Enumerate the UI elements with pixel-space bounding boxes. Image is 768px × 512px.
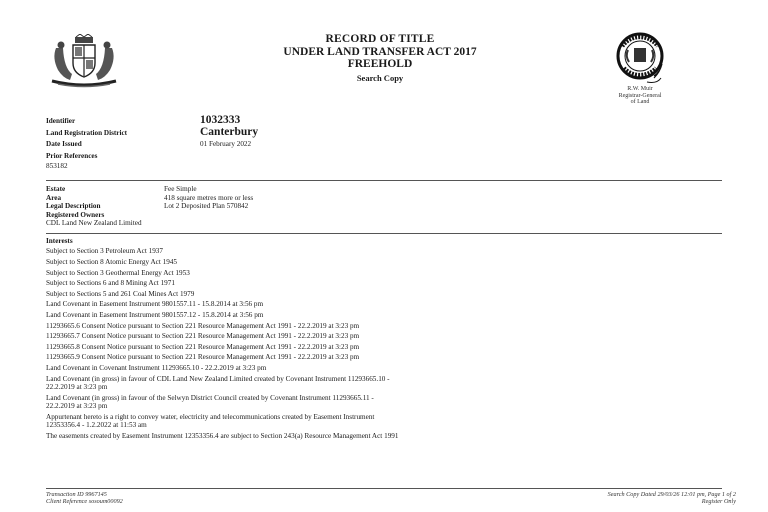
interest-line: Subject to Sections 6 and 8 Mining Act 1971 bbox=[46, 279, 175, 288]
footer-divider bbox=[46, 488, 722, 489]
client-reference: Client Reference sosoum00092 bbox=[46, 498, 123, 505]
district-value: Canterbury bbox=[200, 126, 259, 138]
interest-line: Subject to Section 3 Petroleum Act 1937 bbox=[46, 247, 163, 256]
seal-caption bbox=[592, 86, 688, 106]
title-record-of-title: RECORD OF TITLE bbox=[325, 33, 435, 45]
coat-of-arms-icon bbox=[46, 34, 122, 88]
interest-line: 11293665.8 Consent Notice pursuant to Section 221 Resource Management Act 1991 - 22.2.2019 at 3:23 pm bbox=[46, 342, 360, 351]
title-tenure: FREEHOLD bbox=[347, 58, 413, 70]
transaction-id: Transaction ID 9967145 bbox=[46, 491, 107, 498]
area-row bbox=[46, 194, 646, 203]
interests-section bbox=[46, 237, 726, 442]
identifier-label: Identifier bbox=[46, 117, 76, 125]
date-issued-row bbox=[46, 139, 426, 150]
interest-line: Land Covenant in Easement Instrument 9801557.12 - 15.8.2014 at 3:56 pm bbox=[46, 310, 264, 319]
search-copy-info: Search Copy Dated 29/03/26 12:01 pm, Page 1 of 2 bbox=[607, 491, 736, 498]
interest-line: Land Covenant (in gross) in favour of CDL Land New Zealand Limited created by Covenant Instrument 11293665.10 - 22.2.2019 at 3:23 pm bbox=[46, 374, 390, 391]
legal-description-value: Lot 2 Deposited Plan 570842 bbox=[164, 202, 249, 211]
estate-details bbox=[46, 185, 646, 228]
title-act: UNDER LAND TRANSFER ACT 2017 bbox=[283, 45, 477, 58]
interest-line: Appurtenant hereto is a right to convey water, electricity and telecommunications created by Easement Instrument 12353356.4 - 1.2.2022 at 11:53 am bbox=[46, 412, 375, 429]
registrar-title: Registrar-General bbox=[618, 92, 662, 99]
divider bbox=[46, 180, 722, 181]
interest-line: Subject to Section 8 Atomic Energy Act 1945 bbox=[46, 258, 178, 266]
date-issued-value: 01 February 2022 bbox=[200, 140, 252, 148]
estate-row bbox=[46, 185, 646, 194]
registered-owners-label: Registered Owners bbox=[46, 210, 105, 219]
footer-left bbox=[46, 491, 123, 505]
district-row bbox=[46, 127, 426, 139]
document-header bbox=[180, 33, 580, 84]
prior-references-value: 853182 bbox=[46, 161, 68, 170]
interest-line: The easements created by Easement Instrument 12353356.4 are subject to Section 243(a) Resource Management Act 1991 bbox=[46, 431, 399, 440]
interest-line: Subject to Sections 5 and 261 Coal Mines Act 1979 bbox=[46, 289, 195, 298]
identifier-value: 1032333 bbox=[200, 114, 241, 126]
prior-references bbox=[46, 152, 97, 171]
interest-line: Land Covenant in Easement Instrument 9801557.11 - 15.8.2014 at 3:56 pm bbox=[46, 300, 264, 309]
area-label: Area bbox=[46, 193, 62, 202]
register-only-label: Register Only bbox=[701, 498, 736, 505]
estate-value: Fee Simple bbox=[164, 185, 197, 193]
registrar-name: R.W. Muir bbox=[627, 86, 653, 92]
interest-line: 11293665.9 Consent Notice pursuant to Section 221 Resource Management Act 1991 - 22.2.2019 at 3:23 pm bbox=[46, 353, 360, 362]
interest-line: 11293665.7 Consent Notice pursuant to Section 221 Resource Management Act 1991 - 22.2.2019 at 3:23 pm bbox=[46, 332, 360, 341]
interest-line: Land Covenant in Covenant Instrument 11293665.10 - 22.2.2019 at 3:23 pm bbox=[46, 363, 267, 372]
estate-label: Estate bbox=[46, 185, 66, 193]
legal-description-row bbox=[46, 202, 646, 211]
area-value: 418 square metres more or less bbox=[164, 193, 254, 202]
subtitle-search-copy: Search Copy bbox=[356, 72, 404, 83]
interests-title: Interests bbox=[46, 237, 73, 245]
interest-line: Subject to Section 3 Geothermal Energy Act 1953 bbox=[46, 268, 190, 277]
registrar-title-2: of Land bbox=[630, 99, 650, 105]
footer-right bbox=[608, 491, 736, 505]
district-label: Land Registration District bbox=[46, 129, 128, 137]
prior-references-label: Prior References bbox=[46, 152, 98, 160]
date-issued-label: Date Issued bbox=[46, 140, 82, 148]
divider bbox=[46, 233, 722, 234]
registered-owners-value: CDL Land New Zealand Limited bbox=[46, 219, 142, 228]
interest-line: Land Covenant (in gross) in favour of the Selwyn District Council created by Covenant Instrument 11293665.11 - 22.2.2019 at 3:23 pm bbox=[46, 393, 374, 410]
title-metadata bbox=[46, 115, 426, 150]
interest-line: 11293665.6 Consent Notice pursuant to Section 221 Resource Management Act 1991 - 22.2.2019 at 3:23 pm bbox=[46, 321, 360, 330]
legal-description-label: Legal Description bbox=[46, 202, 101, 211]
